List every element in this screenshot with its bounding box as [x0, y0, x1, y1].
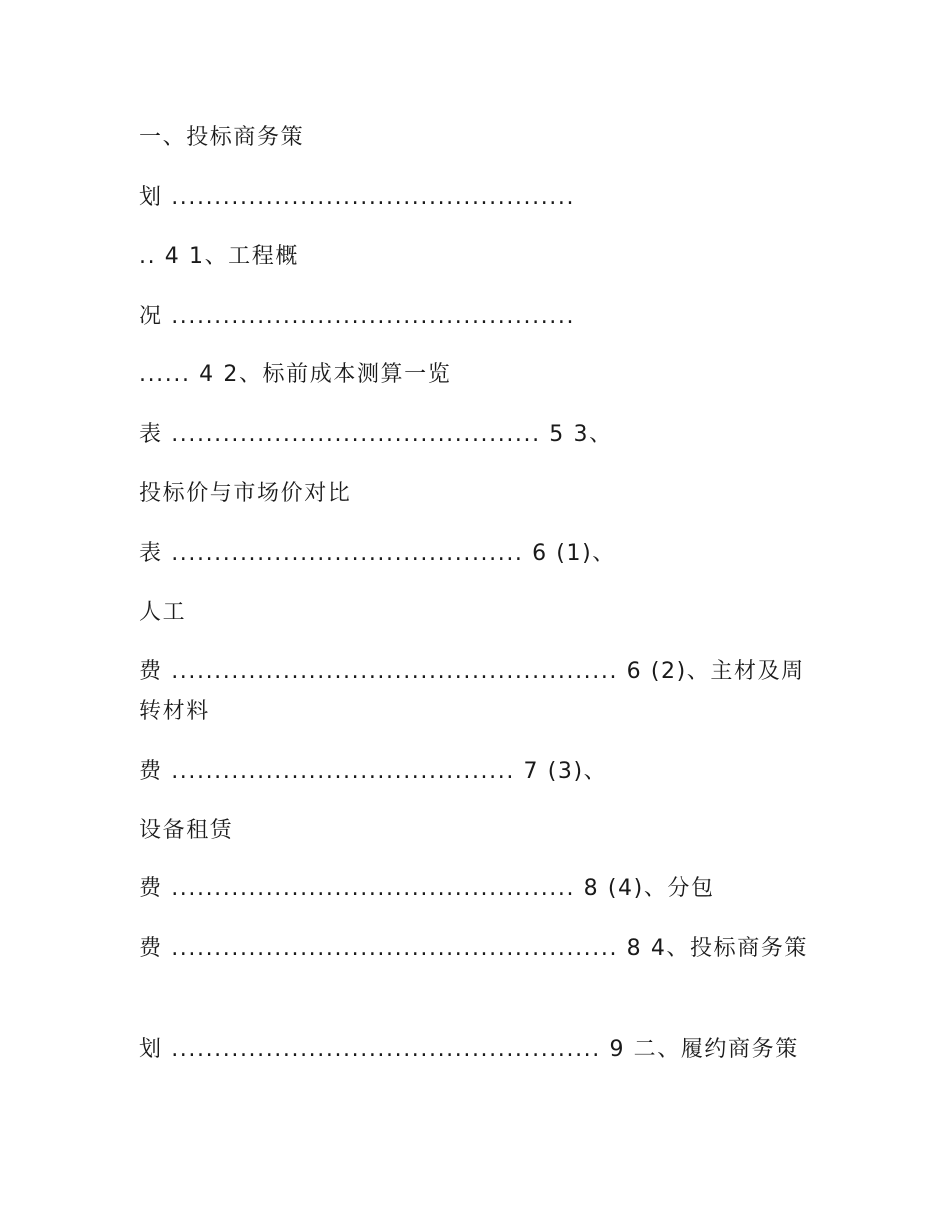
toc-line: 表 ......................................... 6 (1)、: [139, 541, 616, 566]
toc-line: 费 .................................................... 8 4、投标商务策: [139, 936, 809, 961]
toc-line: 表 ........................................... 5 3、: [139, 422, 613, 447]
toc-line: 况 ...............................................: [139, 304, 576, 329]
toc-line: 费 ........................................ 7 (3)、: [139, 759, 608, 784]
toc-line: 划 .................................................. 9 二、履约商务策: [139, 1037, 799, 1062]
toc-line: 人工: [139, 600, 187, 625]
toc-line: 费 .................................................... 6 (2)、主材及周转材料: [139, 659, 805, 724]
toc-line: 划 ...............................................: [139, 185, 576, 210]
toc-line: 一、投标商务策: [139, 125, 305, 150]
toc-line: 设备租赁: [139, 818, 234, 843]
toc-line: ...... 4 2、标前成本测算一览: [139, 362, 452, 387]
toc-line: 费 ............................................... 8 (4)、分包: [139, 876, 715, 901]
toc-line: 投标价与市场价对比: [139, 481, 352, 506]
toc-line: .. 4 1、工程概: [139, 244, 299, 269]
